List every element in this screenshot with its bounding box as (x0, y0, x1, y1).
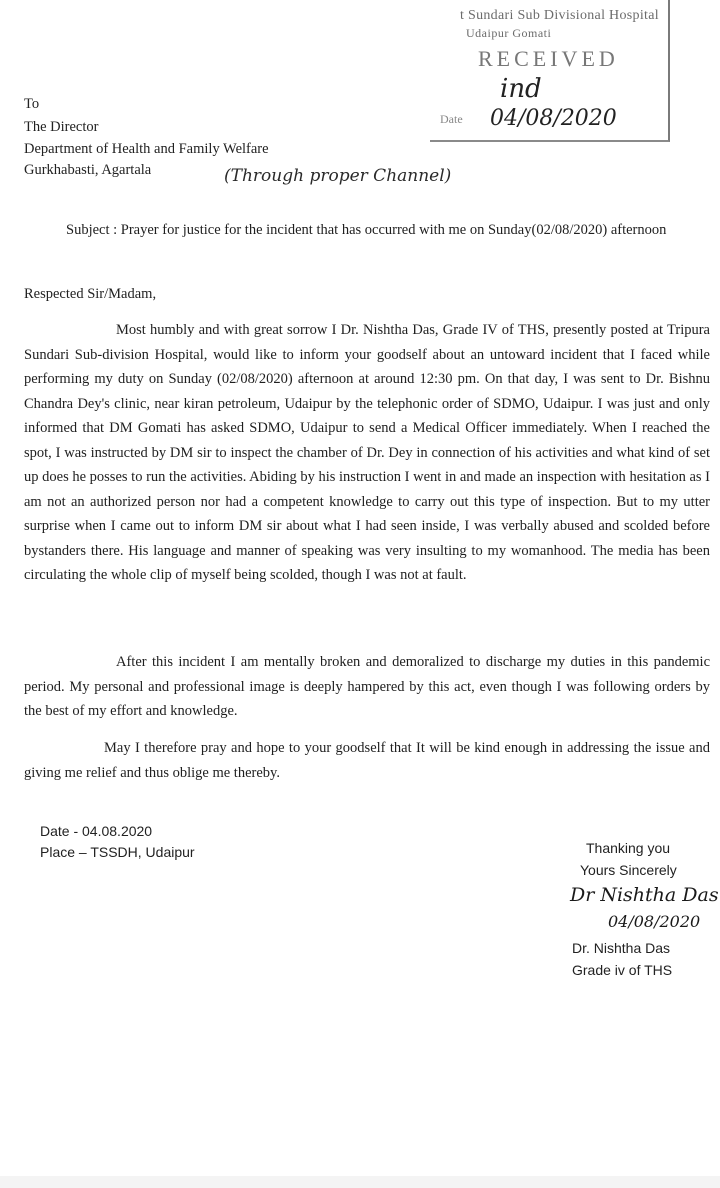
signature-date: 04/08/2020 (608, 912, 701, 931)
salutation: Respected Sir/Madam, (24, 286, 157, 302)
body-paragraph-2: After this incident I am mentally broken and demoralized to discharge my duties in this pandemic period. My personal and professional image is deeply hampered by this act, even though I was following orders by the best of my effort and knowledge. (24, 654, 710, 719)
closing-yours: Yours Sincerely (580, 862, 677, 878)
address-to: To (24, 96, 40, 112)
channel-note: (Through proper Channel) (224, 166, 452, 186)
closing-thanks: Thanking you (586, 840, 671, 856)
stamp-received: RECEIVED (478, 46, 619, 71)
address-line2: Department of Health and Family Welfare (24, 141, 269, 157)
subject-label: Subject (66, 222, 110, 238)
handwritten-signature: Dr Nishtha Das (570, 884, 719, 906)
stamp-date-label: Date (440, 112, 463, 126)
body-paragraph-1: Most humbly and with great sorrow I Dr. Nishtha Das, Grade IV of THS, presently posted at Tripura Sundari Sub-division Hospital, would like to inform your goodself about an untoward incident that I faced while performing my duty on Sunday (02/08/2020) afternoon at around 12:30 pm. On that day, I was sent to Dr. Bishnu Chandra Dey's clinic, near kiran petroleum, Udaipur by the telephonic order of SDMO, Udaipur. I was just and only informed that DM Gomati has asked SDMO, Udaipur to send a Medical Officer immediately. When I reached the spot, I was instructed by DM sir to inspect the chamber of Dr. Dey in connection of his activities and what kind of set up does he posses to run the activities. Abiding by his instruction I went in and made an inspection with hesitation as I am not an authorized person nor had a competent knowledge to carry out this type of inspection. But to my utter surprise when I came out to inform DM sir about what I had seen inside, I was verbally abused and scolded before bystanders there. His language and manner of speaking was very insulting to my womanhood. The media has been circulating the whole clip of myself being scolded, though I was not at fault. (24, 322, 710, 583)
address-line1: The Director (24, 119, 99, 135)
subject-text: : Prayer for justice for the incident that has occurred with me on Sunday(02/08/2020) afternoon (113, 222, 667, 238)
signer-designation: Grade iv of THS (572, 962, 673, 978)
scan-bottom-edge (0, 1176, 720, 1188)
subject-line (24, 218, 710, 243)
footer-date: Date - 04.08.2020 (40, 823, 153, 839)
stamp-initial: ind (500, 74, 542, 104)
footer-place: Place – TSSDH, Udaipur (40, 844, 195, 860)
received-stamp (430, 0, 670, 142)
stamp-location: Udaipur Gomati (466, 26, 552, 40)
signer-name: Dr. Nishtha Das (572, 940, 671, 956)
address-line3: Gurkhabasti, Agartala (24, 162, 152, 178)
stamp-date: 04/08/2020 (490, 106, 617, 131)
body-paragraph-3: May I therefore pray and hope to your goodself that It will be kind enough in addressing the issue and giving me relief and thus oblige me thereby. (24, 740, 710, 781)
stamp-hospital-name: t Sundari Sub Divisional Hospital (460, 8, 659, 23)
